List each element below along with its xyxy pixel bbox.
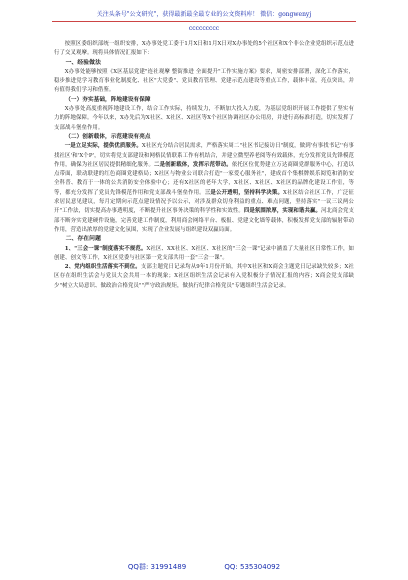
problem-2-text: 支部主题党日记录均从9年1月份开始，其中X社区和X商会主题党日记录缺失较多；X社区存在组织生活会与党员大会共用一本的现象；X社区组织生活会记录有入党积极分子情况汇报的内容；X商会党支部缺少"树立大局意识、做政治合格党员""严守政治规矩，做执行纪律合格党员"专题组织生活会记录。 xyxy=(54,264,354,289)
lead-phrase-1: 一是立足实际，提供优质服务。 xyxy=(64,143,142,150)
document-body xyxy=(54,40,354,291)
footer-qq: QQ: 535304092 xyxy=(224,563,281,571)
section-1-title: 一、经验做法 xyxy=(65,59,101,66)
lead-phrase-2: 二是创新载体，发挥示范带动。 xyxy=(154,161,232,168)
problem-1-text: X社区、XX社区、X社区、X社区的"三会一课"记录中涵盖了大量社区日常性工作，如创建、创文等工作，X社区党委与社区第一党支部共用一套"三会一课"。 xyxy=(54,245,354,261)
banner-line-1: 关注头条号"公文研究"，获得最新最全最专业的公文资料库！ 微信：gongwenyj xyxy=(96,11,312,18)
footer-contact xyxy=(54,562,354,572)
lead-text-3: X社区结合社区工作，广泛征求居民意见建议，每月定期向示范点建设情况予以公示，对涉及群众切身利益的重点、难点问题，坚持落实"一议三议两公开"工作法，切实提高办事透明度，不断提升社区事务决策的科学性和实效性。 xyxy=(54,189,354,215)
banner-divider xyxy=(52,21,356,22)
subsection-2-title: （二）创新载体，示范建设有亮点 xyxy=(65,133,151,140)
subsection-1-paragraph: X办事处高度重视阵地建设工作，结合工作实际，持续发力，不断加大投入力度，为基层党组织开展工作提供了坚实有力的阵地保障。今年以来，X办先后为X社区、X社区、X社区等X个社区协调社区办公用房，并进行高标准打造，切实发挥了支部战斗堡垒作用。 xyxy=(54,106,354,131)
section-1-paragraph: X办事处能够按照《X区基层党建"连社观摩 整街推进 全面提升"工作实施方案》要求，周密安排部署，深化工作落实，稳步推进党学习教育事业化制度化、社区"大党委"、党员教育管理、党建示范点建设等重点工作，载体丰富，亮点突出，并有值得我们学习和借鉴。 xyxy=(54,68,354,94)
banner-line-2: ccccccccc xyxy=(188,25,220,32)
problem-2-paragraph xyxy=(54,263,354,291)
problem-1-lead: 1、"三会一课"制度落实不规范。 xyxy=(64,245,147,252)
subsection-1-title: （一）夯实基础，阵地建设有保障 xyxy=(65,96,151,103)
lead-text-2: 依托区位优势建立万达商圈党群服务中心，打造以点带面，联动联建的红色商圈党建格局；X社区与物业公司联合打造"一家爱心服务社"，建成首个集棋牌娱乐阅览和消防安全科普、教育于一体的公共消防安全体验中心；还有X社区的老年大学，X社区、X社区、X社区的品牌化建设工作室，等等，都充分发挥了党员先锋模范作用和党支部战斗堡垒作用。 xyxy=(54,161,354,196)
intro-paragraph: 按照区委组织部统一组织安排，X办事处党工委于1月X日和1月X日对X办事处的5个社区和X个非公企业党组织示范点进行了交叉观摩。现将具体情况汇报如下： xyxy=(54,41,354,57)
header-banner xyxy=(52,8,356,36)
problem-1-paragraph xyxy=(54,245,354,264)
section-2-title: 二、存在问题 xyxy=(65,236,101,243)
lead-phrase-3: 三是公开透明，坚持科学决策。 xyxy=(204,189,284,196)
lead-text-4: 河北商会党支部不断夯实党建硬件设施，完善党建工作制度，利用商会网络平台、板报、党建文化墙等载体，积极发挥党支部的辐射带动作用，营造出浓厚的党建文化氛围，实现了企业发展与组织建设双赢局面。 xyxy=(54,208,354,233)
problem-2-lead: 2、党内组织生活落实不到位。 xyxy=(64,264,141,271)
lead-phrase-4: 四是氛围浓厚，实现和谐共赢。 xyxy=(243,208,321,215)
footer-qq-group: QQ群: 31991489 xyxy=(127,563,187,571)
lead-text-1: X社区充分结合居民需求，严格落实周二"社区书记接访日"制度，做到'有事找书记''有事找社区'和'X个P'，切实将党支部建设和网格民情联系工作有机结合，并建立微型养老阅等有效载体，充分发挥党员先锋模范作用，确保为社区居民提供精细化服务。 xyxy=(54,143,354,168)
subsection-2-paragraph xyxy=(54,142,354,235)
